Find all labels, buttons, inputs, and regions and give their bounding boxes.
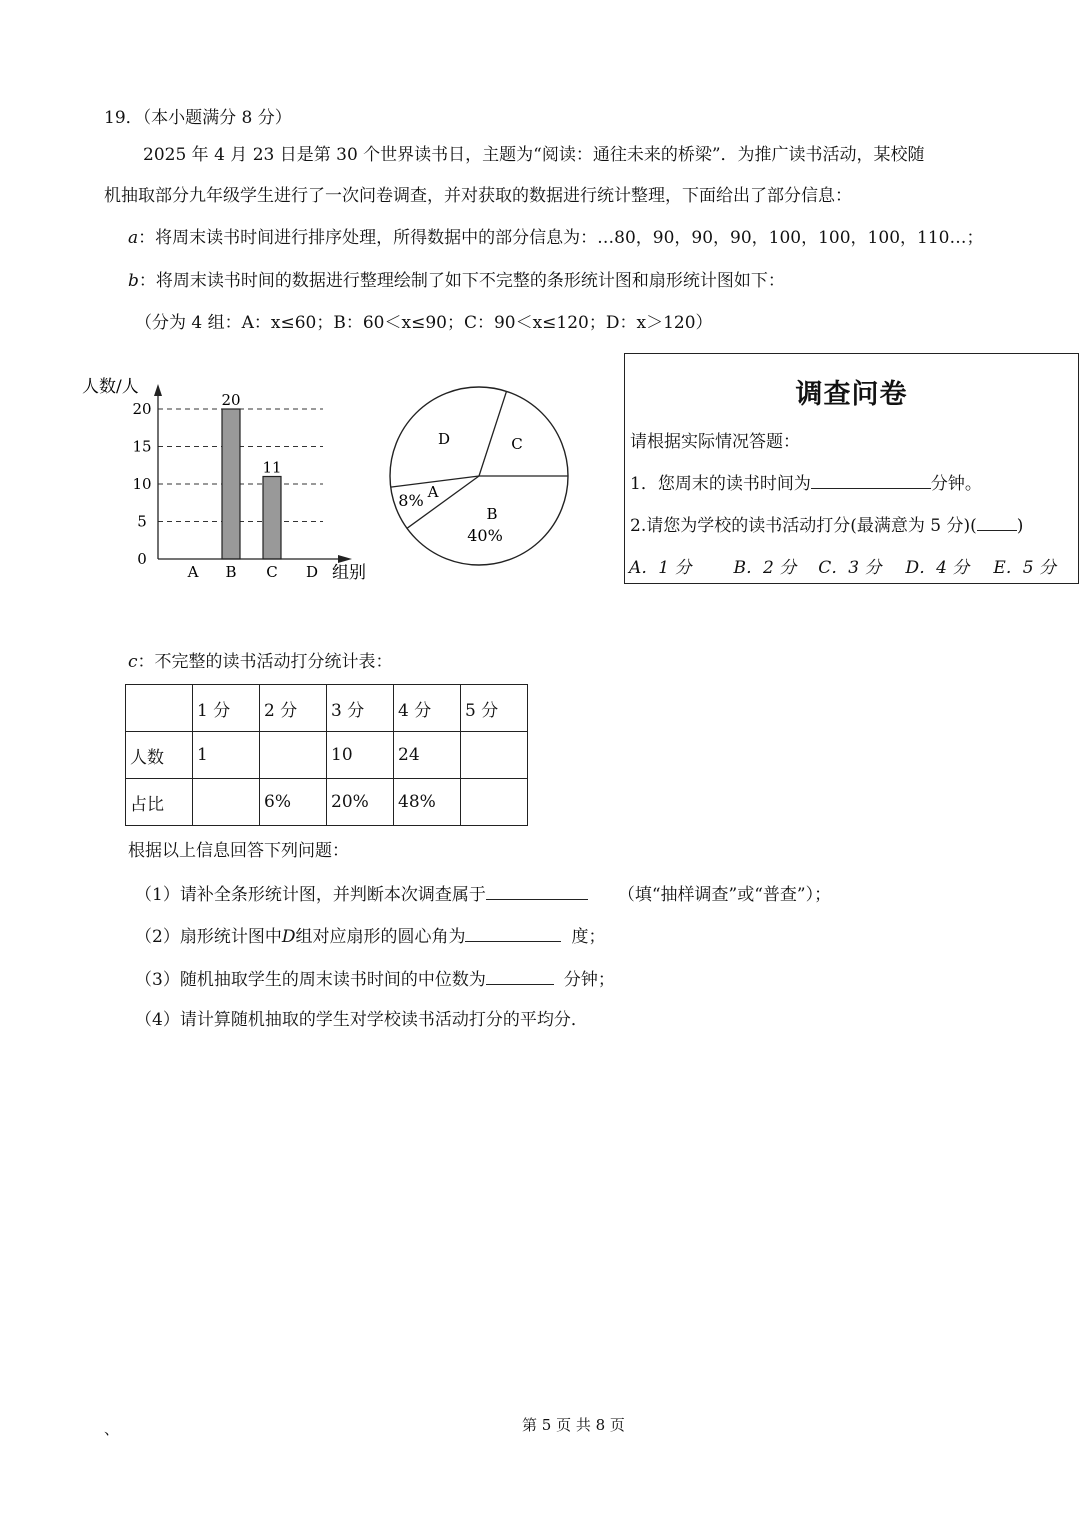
sub-question-2 [135, 925, 605, 947]
y-tick-label: 5 [137, 512, 147, 531]
bar-chart [80, 372, 380, 587]
survey-options [629, 553, 1056, 578]
x-axis-title: 组别 [332, 563, 366, 583]
bar-value-label: 20 [221, 391, 241, 409]
info-a-text: ：将周末读书时间进行排序处理，所得数据中的部分信息为：…80，90，90，90，100，100，100，110…； [138, 228, 984, 248]
table-cell: 20% [327, 779, 394, 826]
q2-blank [465, 925, 561, 942]
info-b-label: b [128, 271, 139, 291]
survey-title: 调查问卷 [795, 379, 908, 410]
sub-question-1 [135, 883, 831, 905]
pie-label-b: B [486, 505, 498, 523]
sub-question-3 [135, 968, 615, 990]
info-c-label: c [128, 652, 138, 672]
groups-definition: （分为 4 组：A：x≤60；B：60＜x≤90；C：90＜x≤120；D：x＞120） [135, 313, 713, 333]
q2-text: （2）扇形统计图中 [135, 927, 282, 947]
score-table [125, 684, 528, 826]
q2-group: D [281, 927, 296, 947]
table-cell [461, 732, 528, 779]
pie-chart [386, 382, 576, 568]
y-tick-label: 0 [137, 550, 147, 568]
info-b-text: ：将周末读书时间的数据进行整理绘制了如下不完整的条形统计图和扇形统计图如下： [138, 271, 785, 291]
q2-unit: 度； [571, 927, 606, 947]
survey-option-e: E．5 分 [993, 558, 1056, 578]
table-cell: 3 分 [327, 685, 394, 732]
table-cell: 10 [327, 732, 394, 779]
info-c [128, 652, 393, 672]
q1-hint: （填“抽样调查”或“普查”）； [617, 885, 832, 905]
x-tick-label: B [225, 563, 237, 581]
y-tick-label: 20 [132, 400, 152, 418]
bar-value-label: 11 [262, 458, 282, 477]
table-cell: 人数 [126, 732, 193, 779]
intro-line-1: 2025 年 4 月 23 日是第 30 个世界读书日，主题为“阅读：通往未来的桥梁”．为推广读书活动，某校随 [143, 145, 925, 165]
survey-option-a: A．1 分 [629, 558, 692, 578]
q3-blank [486, 968, 554, 985]
q3-text: （3）随机抽取学生的周末读书时间的中位数为 [135, 970, 486, 990]
table-header-row [126, 685, 528, 732]
footer-mark: 、 [104, 1420, 120, 1438]
survey-q1-unit: 分钟。 [930, 474, 982, 494]
survey-option-b: B．2 分 [733, 558, 797, 578]
info-c-text: ：不完整的读书活动打分统计表： [137, 652, 393, 672]
pie-slice-boundary [479, 391, 507, 476]
table-cell [126, 685, 193, 732]
y-tick-label: 15 [132, 437, 152, 456]
x-tick-label: A [187, 563, 199, 581]
answer-intro: 根据以上信息回答下列问题： [128, 841, 349, 861]
table-cell: 1 [193, 732, 260, 779]
bar-c [263, 477, 281, 560]
x-tick-label: C [266, 563, 278, 581]
q2-text-2: 组对应扇形的圆心角为 [295, 927, 466, 947]
table-cell: 2 分 [260, 685, 327, 732]
survey-q2-text: 2.请您为学校的读书活动打分(最满意为 5 分)( [630, 516, 977, 536]
pie-label-d: D [437, 430, 451, 448]
table-row [126, 732, 528, 779]
info-b [128, 271, 785, 291]
x-axis-arrow [338, 555, 352, 563]
intro-line-2: 机抽取部分九年级学生进行了一次问卷调查，并对获取的数据进行统计整理，下面给出了部分信息： [104, 186, 852, 206]
pie-label-c: C [511, 435, 523, 453]
q3-unit: 分钟； [563, 970, 615, 990]
table-cell [461, 779, 528, 826]
survey-q2-blank [977, 514, 1017, 531]
table-cell: 48% [394, 779, 461, 826]
y-axis-title: 人数/人 [82, 377, 139, 397]
pie-label-a: A [427, 483, 439, 501]
y-tick-label: 10 [132, 475, 152, 493]
bar-b [222, 409, 240, 559]
table-cell [260, 732, 327, 779]
table-row [126, 779, 528, 826]
info-a-label: a [128, 228, 139, 248]
pie-percent-a: 8% [398, 491, 424, 510]
survey-q2 [630, 511, 1023, 536]
info-a [128, 228, 983, 248]
table-cell: 4 分 [394, 685, 461, 732]
survey-option-c: C．3 分 [818, 558, 882, 578]
q1-text: （1）请补全条形统计图，并判断本次调查属于 [135, 885, 486, 905]
table-cell: 6% [260, 779, 327, 826]
x-tick-label: D [305, 563, 319, 581]
survey-q1-text: 1．您周末的读书时间为 [630, 474, 811, 494]
page-number: 第 5 页 共 8 页 [522, 1416, 625, 1434]
question-header: 19．（本小题满分 8 分） [104, 108, 292, 128]
q1-blank [486, 883, 588, 900]
y-axis-arrow [154, 384, 162, 396]
survey-q1-blank [811, 472, 931, 489]
survey-q2-close: ) [1016, 516, 1024, 536]
survey-option-d: D．4 分 [905, 558, 970, 578]
table-cell: 5 分 [461, 685, 528, 732]
table-cell [193, 779, 260, 826]
pie-percent-b: 40% [467, 526, 503, 545]
table-cell: 1 分 [193, 685, 260, 732]
sub-question-4: （4）请计算随机抽取的学生对学校读书活动打分的平均分． [135, 1010, 588, 1030]
survey-prompt: 请根据实际情况答题： [630, 432, 800, 452]
survey-box [624, 353, 1079, 584]
table-cell: 24 [394, 732, 461, 779]
table-cell: 占比 [126, 779, 193, 826]
survey-q1 [630, 469, 982, 494]
